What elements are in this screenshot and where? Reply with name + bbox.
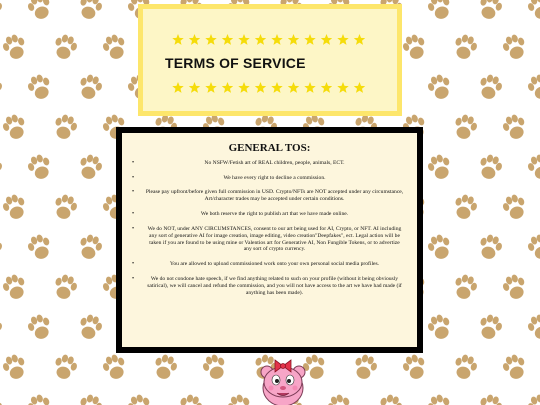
star-row-bottom xyxy=(171,81,371,95)
paw-print-icon xyxy=(51,272,79,302)
paw-print-icon xyxy=(500,32,529,62)
paw-print-icon xyxy=(51,192,79,222)
list-item xyxy=(131,276,408,297)
paw-print-icon xyxy=(76,152,104,182)
star-icon xyxy=(271,34,282,45)
paw-print-icon xyxy=(225,392,254,405)
star-icon xyxy=(288,34,299,45)
paw-print-icon xyxy=(525,312,540,342)
paw-print-icon xyxy=(525,232,540,262)
paw-print-icon xyxy=(525,392,540,405)
paw-print-icon xyxy=(325,392,354,405)
paw-print-icon xyxy=(76,392,104,405)
paw-print-icon xyxy=(176,392,204,405)
star-icon xyxy=(172,34,183,45)
list-item-text: We both reserve the right to publish art that we have made online. xyxy=(200,211,349,218)
paw-print-icon xyxy=(0,0,4,22)
paw-print-icon xyxy=(500,192,529,222)
star-icon xyxy=(321,34,332,45)
paw-print-icon xyxy=(500,272,529,302)
terms-header-box xyxy=(138,4,402,116)
list-item-text: You are allowed to upload commissioned work onto your own personal social media profiles. xyxy=(169,261,380,268)
star-icon xyxy=(205,34,216,45)
paw-print-icon xyxy=(525,152,540,182)
paw-print-icon xyxy=(25,232,54,262)
paw-print-icon xyxy=(51,112,79,142)
paw-print-icon xyxy=(425,312,454,342)
paw-print-icon xyxy=(100,32,129,62)
bullet-icon: • xyxy=(132,211,135,218)
paw-print-icon xyxy=(476,392,504,405)
list-item-text: Please pay upfront/before given full commission in USD. Crypto/NFTs are NOT accepted under any circumstance, Art/character trades may be accepted under certain conditions. xyxy=(145,189,404,203)
paw-print-icon xyxy=(25,312,54,342)
paw-print-icon xyxy=(451,112,479,142)
paw-print-icon xyxy=(0,112,29,142)
paw-print-icon xyxy=(0,392,4,405)
paw-print-icon xyxy=(0,152,4,182)
star-icon xyxy=(222,82,233,93)
bullet-icon: • xyxy=(132,174,135,181)
general-tos-panel xyxy=(116,127,423,353)
paw-print-icon xyxy=(0,232,4,262)
list-item-text: No NSFW/Fetish art of REAL children, people, animals, ECT. xyxy=(204,160,345,166)
list-item-text: We do NOT, under ANY CIRCUMSTANCES, consent to our art being used for AI, Crypto, or NFT. AI including any sort of generative AI for image creation, image editing, video creation"Deepfakes", ect. Legal action will be taken if you are found to be using mine or Valentios art for Generative AI, Non Fungible Tokens, or to advertize any sort of crypto currency. xyxy=(147,225,402,253)
paw-print-icon xyxy=(100,352,129,382)
star-icon xyxy=(172,82,183,93)
paw-print-icon xyxy=(0,192,29,222)
star-icon xyxy=(189,34,200,45)
paw-print-icon xyxy=(476,72,504,102)
paw-print-icon xyxy=(425,0,454,22)
paw-print-icon xyxy=(500,112,529,142)
star-icon xyxy=(271,82,282,93)
paw-print-icon xyxy=(76,232,104,262)
star-icon xyxy=(304,34,315,45)
list-item xyxy=(131,211,408,218)
star-icon xyxy=(337,82,348,93)
paw-print-icon xyxy=(76,0,104,22)
paw-print-icon xyxy=(500,352,529,382)
paw-print-icon xyxy=(525,0,540,22)
list-item xyxy=(131,189,408,203)
star-icon xyxy=(189,82,200,93)
star-icon xyxy=(205,82,216,93)
pink-bear-character-icon xyxy=(253,348,313,405)
paw-print-icon xyxy=(451,32,479,62)
paw-print-icon xyxy=(151,352,179,382)
list-item xyxy=(131,160,408,167)
paw-print-icon xyxy=(425,72,454,102)
page-title: TERMS OF SERVICE xyxy=(165,55,306,71)
list-item xyxy=(131,175,408,182)
paw-print-icon xyxy=(400,32,429,62)
paw-print-icon xyxy=(425,232,454,262)
list-item-text: We have every right to decline a commission. xyxy=(223,174,326,181)
paw-print-icon xyxy=(476,152,504,182)
paw-print-icon xyxy=(451,192,479,222)
paw-print-icon xyxy=(200,352,229,382)
paw-print-icon xyxy=(0,352,29,382)
paw-print-icon xyxy=(76,312,104,342)
bullet-icon: • xyxy=(132,160,135,166)
paw-print-icon xyxy=(0,72,4,102)
paw-print-icon xyxy=(425,152,454,182)
bullet-icon: • xyxy=(132,189,135,196)
paw-print-icon xyxy=(476,232,504,262)
paw-print-icon xyxy=(451,352,479,382)
general-tos-list xyxy=(131,160,408,297)
paw-print-icon xyxy=(400,352,429,382)
bullet-icon: • xyxy=(132,275,135,282)
paw-print-icon xyxy=(0,312,4,342)
paw-print-icon xyxy=(125,392,154,405)
list-item-text: We do not condone hate speech, if we find anything related to such on your profile (without it being obviously satirical), we will cancel and refund the commission, and you will not have access to the art we have had made (if anything has been made). xyxy=(147,275,402,296)
paw-print-icon xyxy=(376,392,404,405)
paw-print-icon xyxy=(476,312,504,342)
paw-print-icon xyxy=(25,72,54,102)
paw-print-icon xyxy=(0,272,29,302)
bullet-icon: • xyxy=(132,261,135,268)
paw-print-icon xyxy=(25,152,54,182)
star-row-top xyxy=(171,33,371,47)
star-icon xyxy=(354,34,365,45)
star-icon xyxy=(304,82,315,93)
star-icon xyxy=(238,34,249,45)
star-icon xyxy=(354,82,365,93)
star-icon xyxy=(288,82,299,93)
star-icon xyxy=(222,34,233,45)
list-item xyxy=(131,226,408,254)
paw-print-icon xyxy=(425,392,454,405)
bullet-icon: • xyxy=(132,225,135,232)
paw-print-icon xyxy=(351,352,379,382)
star-icon xyxy=(321,82,332,93)
paw-print-icon xyxy=(25,0,54,22)
paw-print-icon xyxy=(51,32,79,62)
star-icon xyxy=(255,82,266,93)
star-icon xyxy=(238,82,249,93)
star-icon xyxy=(337,34,348,45)
star-icon xyxy=(255,34,266,45)
list-item xyxy=(131,261,408,268)
paw-print-icon xyxy=(76,72,104,102)
paw-print-icon xyxy=(451,272,479,302)
paw-print-icon xyxy=(476,0,504,22)
general-tos-title: GENERAL TOS: xyxy=(228,142,311,154)
paw-print-icon xyxy=(0,32,29,62)
paw-print-icon xyxy=(25,392,54,405)
paw-print-icon xyxy=(525,72,540,102)
paw-print-icon xyxy=(51,352,79,382)
